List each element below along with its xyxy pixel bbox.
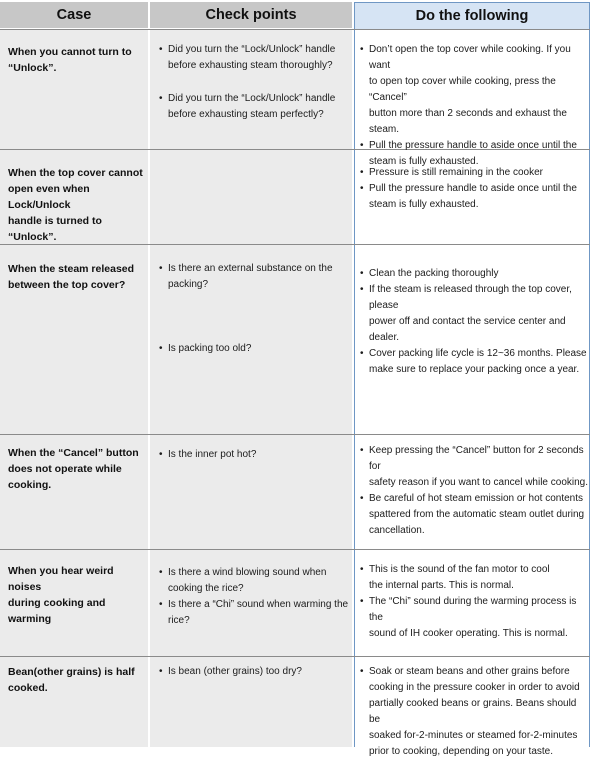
action-item: • Pressure is still remaining in the cooker • Pull the pressure handle to aside once until the steam is fully exhausted.	[360, 167, 577, 210]
header-check-points: Check points	[150, 2, 352, 28]
case-cell: When the “Cancel” button does not operate while cooking.	[8, 447, 139, 491]
case-cell: When you hear weird noises during cooking and warming	[8, 565, 114, 625]
check-point-item: • Did you turn the “Lock/Unlock” handle before exhausting steam perfectly?	[159, 93, 336, 120]
check-point-item: • Is packing too old?	[159, 343, 252, 354]
case-cell: When you cannot turn to “Unlock”.	[8, 46, 132, 74]
action-item: • Keep pressing the “Cancel” button for 2 seconds for safety reason if you want to cancel while cooking. • Be careful of hot steam emission or hot contents spattered from the automatic steam outlet during cancellation.	[360, 445, 589, 536]
check-points-column	[150, 30, 352, 747]
action-item: • This is the sound of the fan motor to cool the internal parts. This is normal. • The “Chi” sound during the warming process is the sound of IH cooker operating. This is normal.	[360, 564, 577, 639]
case-column	[0, 30, 148, 747]
case-cell: Bean(other grains) is half cooked.	[8, 666, 135, 694]
check-point-item: • Is bean (other grains) too dry?	[159, 666, 302, 677]
check-point-item: • Is there a wind blowing sound when cooking the rice? • Is there a “Chi” sound when warming the rice?	[159, 567, 349, 626]
action-item: • Cover packing life cycle is 12~36 months. Please make sure to replace your packing once a year.	[360, 348, 587, 375]
action-item: • Clean the packing thoroughly • If the steam is released through the top cover, please power off and contact the service center and dealer.	[360, 268, 572, 343]
row-separator	[0, 656, 590, 657]
action-item: • Don’t open the top cover while cooking. If you want to open top cover while cooking, press the “Cancel” button more than 2 seconds and exhaust the steam. • Pull the pressure handle to aside once until the steam is fully exhausted.	[360, 44, 577, 167]
case-cell: When the steam released between the top cover?	[8, 263, 135, 291]
row-separator	[0, 549, 590, 550]
header-do-following: Do the following	[354, 2, 590, 29]
action-item: • Soak or steam beans and other grains before cooking in the pressure cooker in order to avoid partially cooked beans or grains. Beans should be soaked for-2-minutes or steamed for-2-minutes prior to cooking, depending on your taste.	[360, 666, 580, 757]
row-separator	[0, 434, 590, 435]
check-point-item: • Is the inner pot hot?	[159, 449, 257, 460]
case-cell: When the top cover cannot open even when Lock/Unlock handle is turned to “Unlock”.	[8, 167, 143, 243]
check-point-item: • Is there an external substance on the packing?	[159, 263, 333, 290]
check-point-item: • Did you turn the “Lock/Unlock” handle before exhausting steam thoroughly?	[159, 44, 336, 71]
header-case: Case	[0, 2, 148, 28]
row-separator	[0, 29, 590, 30]
